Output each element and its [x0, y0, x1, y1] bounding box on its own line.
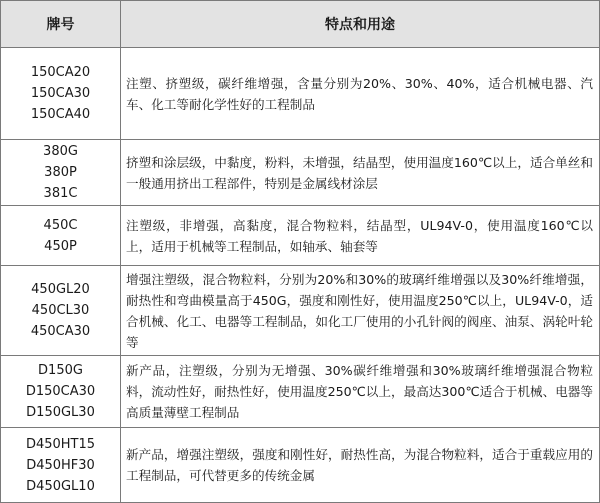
header-features: 特点和用途	[121, 1, 600, 48]
table-row	[1, 356, 600, 428]
grade-cell	[1, 266, 121, 356]
grade-code: 450GL20	[31, 282, 90, 297]
grade-cell	[1, 206, 121, 266]
grade-code: 150CA30	[30, 86, 91, 101]
table-row	[1, 206, 600, 266]
table-row	[1, 428, 600, 503]
grade-code: 450CA30	[30, 324, 91, 339]
grade-code: D150G	[38, 363, 83, 378]
grade-code: D450HT15	[25, 436, 96, 452]
description-cell: 新产品，注塑级，分别为无增强、30%碳纤维增强和30%玻璃纤维增强混合物粒料，流动性好，耐热性好，使用温度250℃以上，最高达300℃适合于机械、电器等高质量薄壁工程制品	[121, 356, 600, 428]
grade-code: 150CA20	[30, 65, 91, 80]
grade-cell	[1, 140, 121, 206]
header-grade: 牌号	[1, 1, 121, 48]
grade-code: 450C	[43, 217, 78, 233]
table-header-row	[1, 1, 600, 48]
grade-code: 150CA40	[30, 107, 91, 122]
description-cell: 新产品，增强注塑级，强度和刚性好，耐热性高，为混合物粒料，适合于重载应用的工程制品，可代替更多的传统金属	[121, 428, 600, 503]
grade-code: D150GL30	[26, 405, 95, 420]
grade-code: D150CA30	[25, 384, 96, 399]
grade-cell	[1, 428, 121, 503]
grade-code: 450P	[44, 238, 77, 254]
grade-code: 450CL30	[31, 303, 90, 318]
grade-code: D450GL10	[26, 478, 95, 494]
grade-code: D450HF30	[26, 457, 95, 473]
grade-code: 380G	[43, 144, 78, 159]
description-cell: 注塑、挤塑级，碳纤维增强，含量分别为20%、30%、40%，适合机械电器、汽车、化工等耐化学性好的工程制品	[121, 48, 600, 140]
table-row	[1, 48, 600, 140]
description-cell: 挤塑和涂层级，中黏度，粉料，未增强，结晶型，使用温度160℃以上，适合单丝和一般通用挤出工程部件，特别是金属线材涂层	[121, 140, 600, 206]
grade-cell	[1, 356, 121, 428]
description-cell: 增强注塑级，混合物粒料，分别为20%和30%的玻璃纤维增强以及30%纤维增强，耐热性和弯曲模量高于450G，强度和刚性好，使用温度250℃以上，UL94V-0，适合机械、化工、电器等工程制品，如化工厂使用的小孔针阀的阀座、油泵、涡轮叶轮等	[121, 266, 600, 356]
grade-cell	[1, 48, 121, 140]
grade-code: 381C	[43, 186, 78, 201]
grade-code: 380P	[44, 165, 77, 180]
table-row	[1, 266, 600, 356]
description-cell: 注塑级，非增强，高黏度，混合物粒料，结晶型，UL94V-0，使用温度160℃以上，适用于机械等工程制品，如轴承、轴套等	[121, 206, 600, 266]
table-row	[1, 140, 600, 206]
